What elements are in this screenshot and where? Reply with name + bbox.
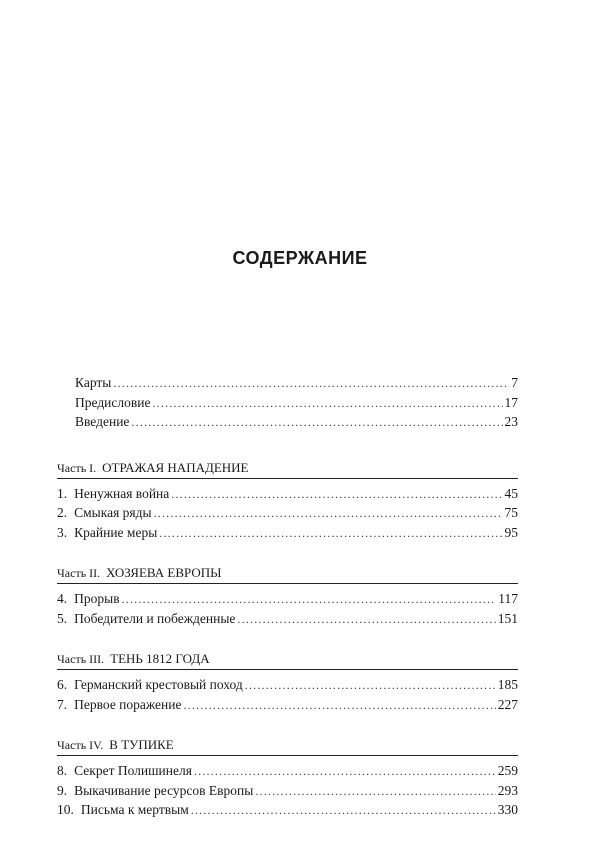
toc-entry-page: 95 bbox=[504, 524, 518, 540]
part-name: В ТУПИКЕ bbox=[109, 737, 174, 752]
part-3 bbox=[57, 649, 518, 714]
toc-entry-title: Германский крестовый поход bbox=[74, 677, 243, 692]
part-header[interactable] bbox=[57, 458, 518, 479]
front-matter-list bbox=[57, 373, 518, 432]
part-label: Часть IV. bbox=[57, 738, 104, 752]
chapter-number: 1. bbox=[57, 485, 68, 501]
toc-entry-page: 45 bbox=[504, 485, 518, 501]
toc-entry-page: 293 bbox=[497, 782, 518, 798]
toc-entry-chapter-4[interactable] bbox=[57, 589, 518, 609]
chapter-number: 5. bbox=[57, 610, 68, 626]
dot-leader bbox=[122, 590, 497, 610]
dot-leader bbox=[183, 696, 495, 716]
toc-entry-chapter-1[interactable] bbox=[57, 484, 518, 504]
dot-leader bbox=[154, 504, 503, 524]
toc-entry-title: Прорыв bbox=[74, 591, 120, 606]
dot-leader bbox=[113, 374, 509, 394]
toc-entry-chapter-7[interactable] bbox=[57, 695, 518, 715]
dot-leader bbox=[191, 801, 496, 821]
toc-entry-title: Победители и побежденные bbox=[74, 610, 236, 626]
chapter-number: 10. bbox=[57, 802, 74, 817]
toc-entry-title: Карты bbox=[75, 375, 112, 390]
toc-entry-title: Предисловие bbox=[75, 394, 151, 410]
toc-entry-title: Крайние меры bbox=[74, 524, 158, 540]
toc-entry-page: 75 bbox=[504, 505, 518, 520]
toc-entry-page: 23 bbox=[504, 414, 518, 429]
dot-leader bbox=[245, 676, 496, 696]
toc-entry-page: 330 bbox=[497, 802, 518, 817]
chapter-number: 6. bbox=[57, 677, 68, 692]
chapter-list bbox=[57, 484, 518, 543]
toc-entry-page: 259 bbox=[497, 763, 518, 778]
toc-entry-chapter-2[interactable] bbox=[57, 503, 518, 523]
toc-entry-title: Первое поражение bbox=[74, 696, 182, 712]
toc-entry-chapter-5[interactable] bbox=[57, 609, 518, 629]
table-of-contents bbox=[57, 373, 518, 841]
dot-leader bbox=[255, 782, 495, 802]
page-title: СОДЕРЖАНИЕ bbox=[232, 248, 368, 268]
toc-entry-page: 17 bbox=[504, 394, 518, 410]
chapter-number: 9. bbox=[57, 782, 68, 798]
chapter-list bbox=[57, 675, 518, 714]
part-name: ТЕНЬ 1812 ГОДА bbox=[110, 651, 210, 666]
dot-leader bbox=[131, 413, 502, 433]
chapter-number: 2. bbox=[57, 505, 68, 520]
toc-entry-chapter-9[interactable] bbox=[57, 781, 518, 801]
toc-entry-page: 7 bbox=[511, 375, 518, 390]
dot-leader bbox=[171, 485, 502, 505]
part-label: Часть I. bbox=[57, 460, 97, 475]
toc-entry-page: 185 bbox=[497, 677, 518, 692]
part-1 bbox=[57, 458, 518, 543]
dot-leader bbox=[237, 610, 495, 630]
chapter-number: 4. bbox=[57, 591, 68, 606]
chapter-number: 3. bbox=[57, 524, 68, 540]
part-name: ХОЗЯЕВА ЕВРОПЫ bbox=[106, 565, 222, 580]
toc-entry-title: Ненужная война bbox=[74, 485, 170, 501]
toc-entry-maps[interactable] bbox=[57, 373, 518, 393]
toc-entry-title: Введение bbox=[75, 414, 130, 429]
toc-entry-title: Секрет Полишинеля bbox=[74, 763, 192, 778]
part-header[interactable] bbox=[57, 649, 518, 670]
chapter-list bbox=[57, 761, 518, 820]
toc-entry-chapter-6[interactable] bbox=[57, 675, 518, 695]
part-label: Часть II. bbox=[57, 566, 101, 580]
dot-leader bbox=[152, 394, 502, 414]
toc-entry-chapter-3[interactable] bbox=[57, 523, 518, 543]
toc-entry-page: 117 bbox=[498, 591, 518, 606]
toc-entry-page: 227 bbox=[497, 696, 518, 712]
toc-entry-title: Письма к мертвым bbox=[80, 802, 189, 817]
part-label: Часть III. bbox=[57, 652, 105, 666]
toc-entry-page: 151 bbox=[497, 610, 518, 626]
part-4 bbox=[57, 735, 518, 820]
toc-entry-introduction[interactable] bbox=[57, 412, 518, 432]
dot-leader bbox=[159, 524, 502, 544]
toc-entry-preface[interactable] bbox=[57, 393, 518, 413]
toc-entry-title: Смыкая ряды bbox=[74, 505, 152, 520]
toc-entry-chapter-10[interactable] bbox=[57, 800, 518, 820]
part-header[interactable] bbox=[57, 563, 518, 584]
chapter-number: 7. bbox=[57, 696, 68, 712]
toc-entry-chapter-8[interactable] bbox=[57, 761, 518, 781]
chapter-list bbox=[57, 589, 518, 628]
part-2 bbox=[57, 563, 518, 628]
part-header[interactable] bbox=[57, 735, 518, 756]
toc-entry-title: Выкачивание ресурсов Европы bbox=[74, 782, 254, 798]
chapter-number: 8. bbox=[57, 763, 68, 778]
part-name: ОТРАЖАЯ НАПАДЕНИЕ bbox=[102, 459, 249, 475]
dot-leader bbox=[194, 762, 496, 782]
